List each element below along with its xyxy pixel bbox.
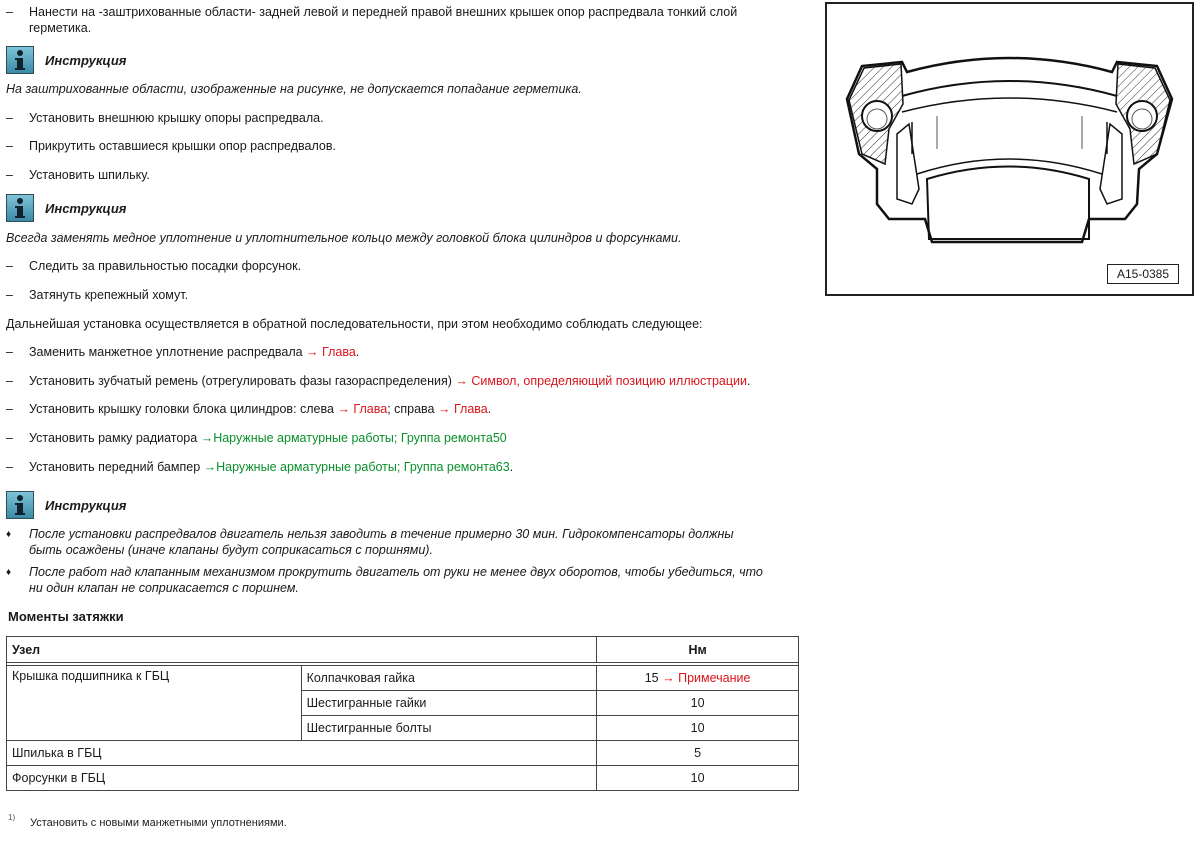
value-text: 15: [644, 671, 659, 685]
table-row: [7, 741, 799, 766]
step-bullet: –: [6, 345, 13, 359]
step-install-cover: [29, 402, 491, 416]
node-cell: Форсунки в ГБЦ: [7, 766, 597, 791]
note-text: Всегда заменять медное уплотнение и уплотнительное кольцо между головкой блока цилиндров и форсунками.: [6, 231, 682, 245]
step-install-radiator-frame: [29, 431, 507, 445]
step-text: Установить внешнюю крышку опоры распредвала.: [29, 111, 324, 125]
note-item-line: быть осаждены (иначе клапаны будут соприкасаться с поршнями).: [29, 543, 433, 557]
torque-table: [6, 636, 799, 791]
note-title: Инструкция: [45, 52, 127, 68]
note-text: На заштрихованные области, изображенные на рисунке, не допускается попадание герметика.: [6, 82, 582, 96]
step-text: Установить крышку головки блока цилиндров: слева: [29, 402, 338, 416]
diamond-bullet: ♦: [6, 567, 12, 578]
note-item: [29, 526, 789, 558]
bearing-cap-drawing: [827, 4, 1192, 294]
figure-label: A15-0385: [1107, 264, 1179, 284]
step-text: Затянуть крепежный хомут.: [29, 288, 189, 302]
intro-text: Дальнейшая установка осуществляется в обратной последовательности, при этом необходимо соблюдать следующее:: [6, 317, 703, 331]
illustration-link[interactable]: → Символ, определяющий позицию иллюстрации: [455, 374, 747, 388]
step-bullet: –: [6, 259, 13, 273]
subnode-cell: Шестигранные болты: [301, 716, 597, 741]
value-cell: 10: [597, 766, 799, 791]
node-cell: Крышка подшипника к ГБЦ: [7, 666, 302, 741]
note-item-line: ни один клапан не соприкасается с поршнем.: [29, 581, 299, 595]
value-cell: [597, 666, 799, 691]
step-text-cont: герметика.: [29, 21, 92, 35]
repair-group-link[interactable]: →Наружные арматурные работы; Группа ремонта63: [203, 460, 510, 474]
step-punct: .: [747, 374, 751, 388]
step-text: Установить передний бампер: [29, 460, 204, 474]
note-item-line: После работ над клапанным механизмом прокрутить двигатель от руки не менее двух оборотов, чтобы убедиться, что: [29, 565, 763, 579]
step-punct: .: [509, 460, 514, 474]
step-punct: .: [487, 402, 492, 416]
note-item: [29, 564, 789, 596]
step-install-bumper: [29, 460, 513, 474]
diamond-bullet: ♦: [6, 529, 12, 540]
step-bullet: –: [6, 460, 13, 474]
step-text: Заменить манжетное уплотнение распредвала: [29, 345, 307, 359]
step-bullet: –: [6, 288, 13, 302]
subnode-cell: Шестигранные гайки: [301, 691, 597, 716]
step-bullet: –: [6, 5, 13, 19]
info-icon: [6, 491, 34, 519]
note-heading: [6, 45, 126, 75]
step-bullet: –: [6, 431, 13, 445]
table-row: [7, 666, 799, 691]
step-bullet: –: [6, 168, 13, 182]
chapter-link-left[interactable]: → Глава: [337, 402, 388, 416]
torque-title: Моменты затяжки: [8, 609, 124, 624]
header-nm: Нм: [597, 637, 799, 663]
note-heading: [6, 490, 126, 520]
step-text: Установить зубчатый ремень (отрегулировать фазы газораспределения): [29, 374, 456, 388]
step-bullet: –: [6, 139, 13, 153]
step-text: Установить шпильку.: [29, 168, 150, 182]
step-text: Прикрутить оставшиеся крышки опор распредвалов.: [29, 139, 336, 153]
note-title: Инструкция: [45, 200, 127, 216]
note-item-line: После установки распредвалов двигатель нельзя заводить в течение примерно 30 мин. Гидрокомпенсаторы должны: [29, 527, 734, 541]
value-cell: 10: [597, 716, 799, 741]
table-header-row: [7, 637, 799, 663]
step-bullet: –: [6, 374, 13, 388]
step-text: Нанести на -заштрихованные области- задней левой и передней правой внешних крышек опор распредвала тонкий слой: [29, 5, 738, 19]
footnote-text: Установить с новыми манжетными уплотнениями.: [30, 817, 287, 829]
note-link[interactable]: → Примечание: [662, 671, 751, 685]
footnote-mark: 1): [8, 813, 16, 822]
step-text: Установить рамку радиатора: [29, 431, 201, 445]
chapter-link[interactable]: → Глава: [306, 345, 356, 359]
step-text: Следить за правильностью посадки форсунок.: [29, 259, 302, 273]
step-punct: .: [355, 345, 360, 359]
info-icon: [6, 194, 34, 222]
chapter-link-right[interactable]: → Глава: [437, 402, 488, 416]
table-row: [7, 766, 799, 791]
step-install-belt: [29, 374, 750, 388]
header-node: Узел: [7, 637, 597, 663]
repair-group-link[interactable]: →Наружные арматурные работы; Группа ремонта50: [200, 431, 507, 445]
subnode-cell: Колпачковая гайка: [301, 666, 597, 691]
step-bullet: –: [6, 402, 13, 416]
info-icon: [6, 46, 34, 74]
node-cell: Шпилька в ГБЦ: [7, 741, 597, 766]
note-heading: [6, 193, 126, 223]
note-title: Инструкция: [45, 497, 127, 513]
value-cell: 10: [597, 691, 799, 716]
step-replace-seal: [29, 345, 359, 359]
step-text-mid: ; справа: [387, 402, 438, 416]
value-cell: 5: [597, 741, 799, 766]
camshaft-bearing-figure: [825, 2, 1194, 296]
step-bullet: –: [6, 111, 13, 125]
